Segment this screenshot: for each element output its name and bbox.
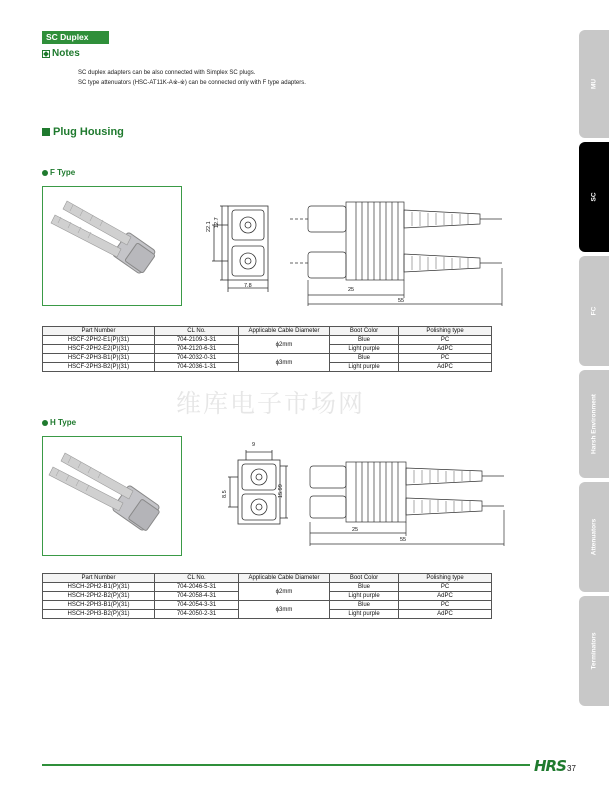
part-number: HSCF-2PH2-E1(P)(31): [43, 336, 155, 345]
f-type-drawing-side: [290, 198, 505, 313]
boot-color: Blue: [330, 336, 399, 345]
header-polishing-type: Polishing type: [399, 574, 492, 583]
h-dim-3: 15.99: [278, 484, 284, 498]
side-tab-label: FC: [590, 306, 598, 316]
side-tab-label: Terminators: [590, 632, 598, 670]
table-row: [43, 336, 492, 345]
polishing-type: PC: [399, 354, 492, 363]
watermark: 维库电子市场网: [176, 389, 366, 418]
notes-heading: [42, 48, 80, 59]
table-row: [43, 354, 492, 363]
cl-no: 704-2050-2-31: [155, 610, 239, 619]
part-number: HSCF-2PH3-B2(P)(31): [43, 363, 155, 372]
table-header-row: [43, 327, 492, 336]
cl-no: 704-2046-5-31: [155, 583, 239, 592]
header-cable-diameter: Applicable Cable Diameter: [239, 327, 330, 336]
part-number: HSCH-2PH3-B1(P)(31): [43, 601, 155, 610]
f-dim-5: 55: [398, 298, 405, 304]
boot-color: Light purple: [330, 592, 399, 601]
note-line-2: SC type attenuators (HSC-AT11K-A※-※) can be connected only with F type adapters.: [78, 80, 306, 86]
h-type-heading: [42, 418, 76, 427]
side-tab-attenuators[interactable]: [579, 482, 609, 592]
cl-no: 704-2120-6-31: [155, 345, 239, 354]
header-polishing-type: Polishing type: [399, 327, 492, 336]
boot-color: Blue: [330, 601, 399, 610]
f-dim-1: 22.1: [206, 221, 212, 232]
side-tab-label: SC: [590, 192, 598, 202]
part-number: HSCH-2PH3-B2(P)(31): [43, 610, 155, 619]
h-type-heading-text: H Type: [50, 418, 77, 427]
cable-diameter: ϕ3mm: [239, 354, 330, 372]
f-type-table: [42, 326, 492, 372]
hrs-logo: HRS: [534, 757, 566, 775]
square-icon: [42, 128, 50, 136]
cable-diameter: ϕ3mm: [239, 601, 330, 619]
footer-rule: [42, 764, 530, 766]
header-part-number: Part Number: [43, 327, 155, 336]
part-number: HSCF-2PH2-E2(P)(31): [43, 345, 155, 354]
part-number: HSCH-2PH2-B1(P)(31): [43, 583, 155, 592]
bullet-icon: [42, 170, 48, 176]
table-row: [43, 601, 492, 610]
header-boot-color: Boot Color: [330, 574, 399, 583]
side-tab-terminators[interactable]: [579, 596, 609, 706]
h-dim-5: 55: [400, 537, 407, 543]
part-number: HSCH-2PH2-B2(P)(31): [43, 592, 155, 601]
polishing-type: PC: [399, 583, 492, 592]
bullet-icon: [42, 420, 48, 426]
note-line-1: SC duplex adapters can be also connected with Simplex SC plugs.: [78, 70, 256, 76]
notes-icon: [42, 50, 50, 58]
cl-no: 704-2109-3-31: [155, 336, 239, 345]
side-tab-harsh-environment[interactable]: [579, 370, 609, 478]
side-tab-sc[interactable]: [579, 142, 609, 252]
notes-heading-text: Notes: [52, 48, 80, 59]
header-cable-diameter: Applicable Cable Diameter: [239, 574, 330, 583]
h-type-table: [42, 573, 492, 619]
cable-diameter: ϕ2mm: [239, 583, 330, 601]
side-tab-label: MU: [590, 78, 598, 90]
header-cl-no: CL No.: [155, 327, 239, 336]
side-tab-label: Harsh Environment: [590, 394, 598, 454]
polishing-type: AdPC: [399, 610, 492, 619]
polishing-type: AdPC: [399, 345, 492, 354]
header-cl-no: CL No.: [155, 574, 239, 583]
table-header-row: [43, 574, 492, 583]
boot-color: Light purple: [330, 345, 399, 354]
polishing-type: AdPC: [399, 592, 492, 601]
f-type-heading-text: F Type: [50, 168, 76, 177]
part-number: HSCF-2PH3-B1(P)(31): [43, 354, 155, 363]
h-dim-4: 25: [352, 527, 359, 533]
header-part-number: Part Number: [43, 574, 155, 583]
section-title-text: Plug Housing: [53, 126, 124, 138]
polishing-type: PC: [399, 601, 492, 610]
h-dim-1: 9: [252, 442, 256, 448]
table-row: [43, 583, 492, 592]
section-title: [42, 126, 124, 138]
page-number: 37: [567, 764, 576, 773]
boot-color: Light purple: [330, 363, 399, 372]
f-dim-2: 12.7: [214, 217, 220, 228]
boot-color: Light purple: [330, 610, 399, 619]
f-type-photo: [42, 186, 182, 306]
boot-color: Blue: [330, 583, 399, 592]
f-type-drawing-front: [200, 188, 280, 303]
h-type-connector-image: [43, 437, 181, 555]
polishing-type: AdPC: [399, 363, 492, 372]
side-tab-mu[interactable]: [579, 30, 609, 138]
cl-no: 704-2058-4-31: [155, 592, 239, 601]
h-dim-2: 8.5: [222, 490, 228, 498]
polishing-type: PC: [399, 336, 492, 345]
side-tab-label: Attenuators: [590, 518, 598, 556]
h-type-photo: [42, 436, 182, 556]
cl-no: 704-2032-0-31: [155, 354, 239, 363]
f-dim-3: 7.8: [244, 283, 252, 289]
f-type-connector-image: [43, 187, 181, 305]
cl-no: 704-2054-3-31: [155, 601, 239, 610]
header-boot-color: Boot Color: [330, 327, 399, 336]
f-type-heading: [42, 168, 75, 177]
cl-no: 704-2036-1-31: [155, 363, 239, 372]
boot-color: Blue: [330, 354, 399, 363]
cable-diameter: ϕ2mm: [239, 336, 330, 354]
section-tag: SC Duplex: [42, 31, 109, 44]
f-dim-4: 25: [348, 287, 355, 293]
side-tab-fc[interactable]: [579, 256, 609, 366]
